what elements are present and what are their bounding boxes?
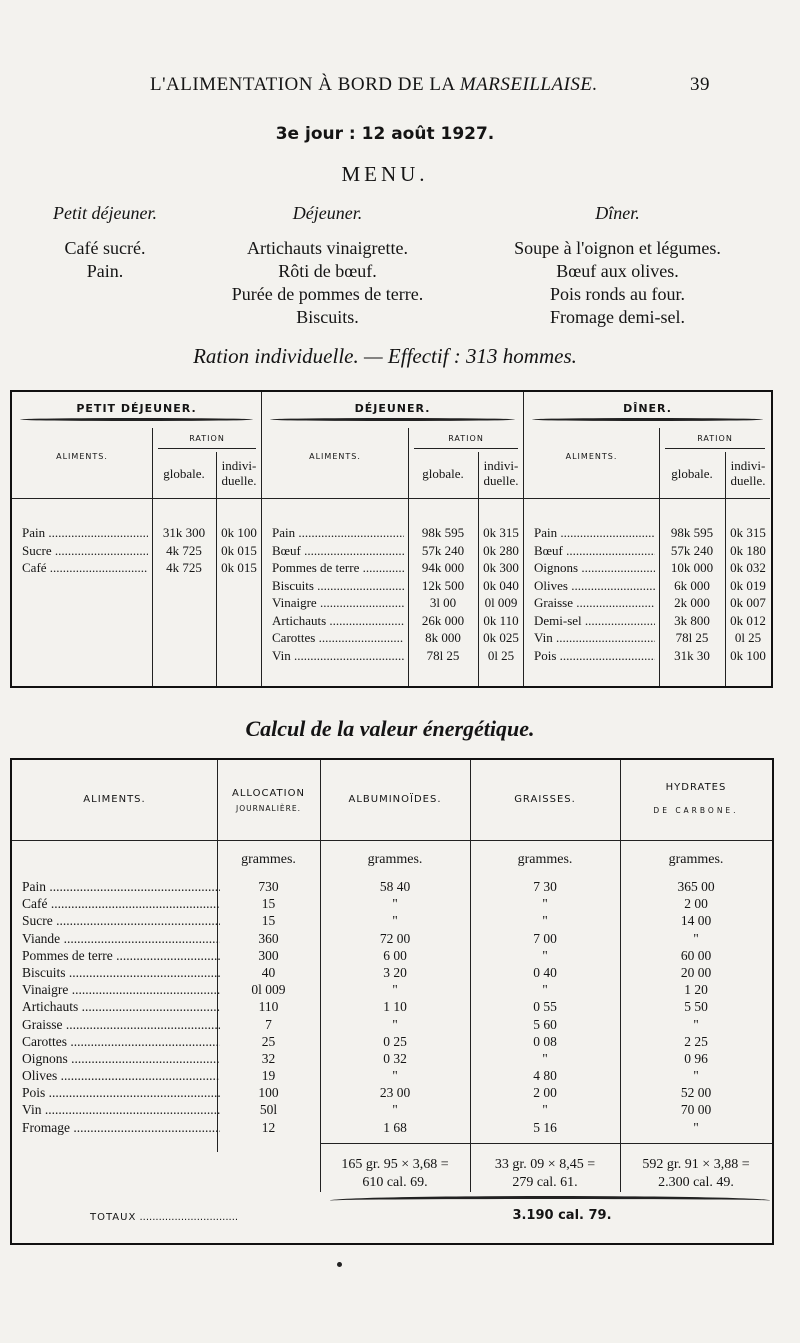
header-rule: [524, 498, 770, 499]
subtotal-line: 165 gr. 95 × 3,68 =: [341, 1157, 449, 1172]
table-row: [524, 524, 771, 542]
section-title: DÎNER.: [623, 402, 672, 415]
row-individuelle: 0k 019: [730, 577, 766, 593]
unit-label: grammes.: [517, 852, 573, 867]
grand-total: 3.190 cal. 79.: [512, 1208, 612, 1223]
table-row: [262, 594, 523, 612]
col-aliments: ALIMENTS.: [56, 452, 108, 461]
row-albuminoides: 6 00: [383, 947, 407, 963]
row-individuelle: 0k 315: [483, 525, 519, 540]
row-aliment: Vin .....: [22, 1101, 220, 1118]
ration-section: [262, 392, 524, 686]
row-globale: 57k 240: [421, 542, 465, 558]
row-graisses: 4 80: [533, 1068, 557, 1084]
row-aliment: Oignons .....: [534, 559, 655, 577]
table-row: [12, 524, 261, 542]
menu-column-diner: [475, 202, 760, 329]
row-globale: 57k 240: [670, 542, 714, 558]
row-graisses: 0 08: [533, 1033, 557, 1049]
subtotal-line: 33 gr. 09 × 8,45 =: [494, 1157, 596, 1172]
row-aliment: Carottes .....: [22, 1033, 220, 1050]
table-row: [12, 559, 261, 577]
row-graisses: 5 60: [533, 1016, 557, 1032]
table-row: [524, 542, 771, 560]
menu-item: Biscuits.: [296, 307, 359, 327]
ration-rows: [262, 524, 523, 664]
row-graisses: ": [542, 1102, 548, 1118]
table-row: [12, 1016, 772, 1033]
row-aliment: Bœuf .....: [534, 542, 655, 560]
col-globale: globale.: [422, 466, 464, 481]
row-individuelle: 0k 040: [483, 577, 519, 593]
row-aliment: Oignons .....: [22, 1050, 220, 1067]
row-aliment: Pommes de terre .....: [272, 559, 404, 577]
row-hydrates: 0 96: [684, 1050, 708, 1066]
col-ration: RATION: [448, 434, 484, 443]
row-graisses: 2 00: [533, 1085, 557, 1101]
table-row: [524, 559, 771, 577]
table-row: [524, 612, 771, 630]
row-globale: 12k 500: [421, 577, 465, 593]
menu-heading: MENU.: [341, 162, 429, 186]
subtotal-line: 279 cal. 61.: [512, 1175, 578, 1190]
ration-title: Ration individuelle. — Effectif : 313 hommes.: [193, 344, 577, 368]
row-individuelle: 0k 180: [730, 542, 766, 558]
row-allocation: 300: [258, 947, 279, 963]
table-row: [262, 559, 523, 577]
row-allocation: 25: [261, 1033, 276, 1049]
running-head-title-italic: MARSEILLAISE.: [459, 74, 598, 95]
row-individuelle: 0k 300: [483, 560, 519, 575]
header-hydrates-line1: HYDRATES: [665, 782, 727, 793]
row-aliment: Olives .....: [534, 577, 655, 595]
row-aliment: Café .....: [22, 559, 148, 577]
row-globale: 3l 00: [429, 595, 457, 610]
table-row: [262, 577, 523, 595]
row-globale: 2k 000: [674, 595, 710, 610]
table-row: [524, 577, 771, 595]
row-aliment: Pois .....: [22, 1084, 220, 1101]
row-allocation: 19: [261, 1068, 276, 1084]
row-aliment: Artichauts .....: [272, 612, 404, 630]
printer-mark: [337, 1262, 342, 1267]
row-graisses: ": [542, 913, 548, 929]
row-graisses: 5 16: [533, 1119, 557, 1135]
row-aliment: Pain .....: [22, 524, 148, 542]
row-hydrates: 5 50: [684, 999, 708, 1015]
row-aliment: Biscuits .....: [22, 964, 220, 981]
table-row: [12, 964, 772, 981]
unit-label: grammes.: [367, 852, 423, 867]
row-allocation: 15: [261, 896, 276, 912]
meal-title: Déjeuner.: [292, 203, 363, 223]
menu-item: Rôti de bœuf.: [278, 261, 377, 281]
table-row: [12, 998, 772, 1015]
row-albuminoides: ": [392, 896, 398, 912]
row-allocation: 360: [258, 930, 279, 946]
section-rule: [270, 418, 515, 421]
subtotal-line: 2.300 cal. 49.: [658, 1175, 734, 1190]
col-individuelle: indivi-duelle.: [483, 458, 519, 488]
row-graisses: ": [542, 982, 548, 998]
row-graisses: 0 40: [533, 964, 557, 980]
row-aliment: Vinaigre .....: [272, 594, 404, 612]
row-individuelle: 0k 100: [730, 647, 766, 663]
row-allocation: 50l: [259, 1102, 278, 1118]
row-aliment: Demi-sel .....: [534, 612, 655, 630]
menu-item: Pain.: [86, 261, 124, 281]
energy-rows: [12, 878, 772, 1136]
table-row: [12, 912, 772, 929]
unit-label: grammes.: [668, 852, 724, 867]
row-globale: 8k 000: [425, 630, 461, 645]
col-individuelle: indivi-duelle.: [730, 458, 766, 488]
row-graisses: ": [542, 947, 548, 963]
row-albuminoides: ": [392, 1068, 398, 1084]
subtotal-hydrates: [620, 1156, 772, 1192]
menu-item: Pois ronds au four.: [550, 284, 685, 304]
row-aliment: Pain .....: [22, 878, 220, 895]
ration-rule: [158, 448, 256, 449]
row-globale: 31k 30: [674, 647, 710, 663]
row-individuelle: 0k 015: [221, 542, 257, 558]
table-row: [12, 1067, 772, 1084]
subtotal-graisses: [470, 1156, 620, 1192]
col-aliments: ALIMENTS.: [309, 452, 361, 461]
row-albuminoides: ": [392, 913, 398, 929]
row-albuminoides: 1 68: [383, 1119, 407, 1135]
row-allocation: 110: [258, 999, 279, 1015]
row-aliment: Sucre .....: [22, 542, 148, 560]
row-aliment: Bœuf .....: [272, 542, 404, 560]
row-globale: 26k 000: [421, 612, 465, 628]
row-individuelle: 0k 100: [221, 525, 257, 540]
menu-item: Soupe à l'oignon et légumes.: [514, 238, 721, 258]
row-graisses: 7 30: [533, 879, 557, 894]
ration-rule: [665, 448, 765, 449]
row-aliment: Sucre .....: [22, 912, 220, 929]
ration-rows: [12, 524, 261, 577]
row-individuelle: 0k 280: [483, 542, 519, 558]
table-row: [12, 981, 772, 998]
subtotal-line: 592 gr. 91 × 3,88 =: [642, 1157, 750, 1172]
energy-title: Calcul de la valeur énergétique.: [245, 716, 535, 741]
row-individuelle: 0k 007: [730, 595, 766, 610]
row-allocation: 0l 009: [251, 982, 286, 998]
row-globale: 98k 595: [670, 525, 714, 540]
row-globale: 31k 300: [162, 525, 206, 540]
row-hydrates: ": [693, 1119, 699, 1135]
table-row: [12, 878, 772, 895]
row-hydrates: ": [693, 930, 699, 946]
row-aliment: Café .....: [22, 895, 220, 912]
menu-column-petit-dejeuner: [20, 202, 190, 283]
subtotal-line: 610 cal. 69.: [362, 1175, 428, 1190]
row-graisses: ": [542, 1050, 548, 1066]
col-ration: RATION: [697, 434, 733, 443]
total-brace: [330, 1196, 770, 1205]
row-aliment: Fromage .....: [22, 1119, 220, 1136]
running-head-title: [150, 74, 598, 96]
energy-table: [10, 758, 774, 1245]
col-individuelle: indivi-duelle.: [221, 458, 257, 488]
header-rule: [262, 498, 523, 499]
header-rule: [217, 840, 772, 841]
table-row: [262, 612, 523, 630]
row-graisses: 7 00: [533, 930, 557, 946]
row-albuminoides: ": [392, 982, 398, 998]
ration-rule: [414, 448, 518, 449]
row-individuelle: 0k 110: [483, 612, 519, 628]
row-individuelle: 0l 25: [734, 630, 762, 645]
row-aliment: Graisse .....: [534, 594, 655, 612]
row-albuminoides: 0 32: [383, 1050, 407, 1066]
menu-item: Bœuf aux olives.: [556, 261, 679, 281]
row-globale: 78l 25: [675, 630, 709, 645]
row-aliment: Vinaigre .....: [22, 981, 220, 998]
col-ration: RATION: [189, 434, 225, 443]
row-hydrates: ": [693, 1016, 699, 1032]
running-head-title-plain: L'ALIMENTATION À BORD DE LA: [150, 74, 460, 95]
row-hydrates: ": [693, 1068, 699, 1084]
ration-section: [524, 392, 771, 686]
row-albuminoides: 0 25: [383, 1033, 407, 1049]
row-individuelle: 0k 012: [730, 612, 766, 628]
row-aliment: Artichauts .....: [22, 998, 220, 1015]
row-globale: 78l 25: [426, 647, 460, 663]
row-allocation: 32: [261, 1050, 276, 1066]
table-row: [12, 930, 772, 947]
row-allocation: 730: [258, 879, 279, 894]
day-heading: 3e jour : 12 août 1927.: [275, 124, 495, 144]
header-allocation-line1: ALLOCATION: [232, 788, 305, 799]
row-globale: 4k 725: [166, 542, 202, 558]
row-hydrates: 1 20: [684, 982, 708, 998]
col-aliments: ALIMENTS.: [565, 452, 618, 461]
row-hydrates: 20 00: [680, 964, 712, 980]
header-aliments: ALIMENTS.: [83, 794, 146, 805]
col-globale: globale.: [671, 466, 713, 481]
row-individuelle: 0l 009: [484, 595, 518, 610]
row-globale: 6k 000: [674, 577, 710, 593]
table-row: [524, 647, 771, 665]
menu-item: Café sucré.: [64, 238, 146, 258]
section-title: DÉJEUNER.: [354, 402, 431, 415]
row-hydrates: 52 00: [680, 1085, 712, 1101]
menu-item: Fromage demi-sel.: [550, 307, 685, 327]
table-row: [12, 542, 261, 560]
menu-column-dejeuner: [200, 202, 455, 329]
row-aliment: Pain .....: [272, 524, 404, 542]
row-aliment: Olives .....: [22, 1067, 220, 1084]
row-albuminoides: ": [392, 1016, 398, 1032]
row-graisses: 0 55: [533, 999, 557, 1015]
row-globale: 3k 800: [674, 612, 710, 628]
row-hydrates: 70 00: [680, 1102, 712, 1118]
table-row: [12, 1119, 772, 1136]
meal-title: Dîner.: [595, 203, 640, 223]
header-allocation-line2: JOURNALIÈRE.: [235, 804, 302, 813]
table-row: [12, 1101, 772, 1118]
header-rule: [12, 498, 261, 499]
row-aliment: Pois .....: [534, 647, 655, 665]
row-aliment: Pain .....: [534, 524, 655, 542]
table-row: [12, 947, 772, 964]
row-hydrates: 60 00: [680, 947, 712, 963]
row-aliment: Graisse .....: [22, 1016, 220, 1033]
table-row: [262, 524, 523, 542]
header-rule: [12, 840, 217, 841]
row-individuelle: 0l 25: [487, 647, 515, 663]
ration-section: [12, 392, 262, 686]
row-albuminoides: ": [392, 1102, 398, 1118]
row-albuminoides: 72 00: [379, 930, 411, 946]
row-allocation: 40: [261, 964, 276, 980]
row-graisses: ": [542, 896, 548, 912]
page-number: 39: [690, 74, 710, 95]
unit-label: grammes.: [241, 852, 296, 867]
row-globale: 4k 725: [166, 560, 202, 575]
subtotal-rule: [320, 1143, 772, 1144]
row-globale: 98k 595: [421, 525, 465, 540]
menu-item: Purée de pommes de terre.: [231, 284, 424, 304]
section-rule: [20, 418, 253, 421]
row-aliment: Pommes de terre .....: [22, 947, 220, 964]
row-globale: 94k 000: [421, 560, 465, 575]
col-globale: globale.: [163, 466, 205, 481]
table-row: [262, 629, 523, 647]
ration-rows: [524, 524, 771, 664]
row-hydrates: 2 25: [684, 1033, 708, 1049]
row-aliment: Viande .....: [22, 930, 220, 947]
row-aliment: Vin .....: [534, 629, 655, 647]
header-albuminoides: ALBUMINOÏDES.: [348, 794, 442, 805]
table-row: [524, 594, 771, 612]
table-row: [262, 647, 523, 665]
row-hydrates: 365 00: [677, 879, 715, 894]
row-hydrates: 2 00: [684, 896, 708, 912]
header-graisses: GRAISSES.: [514, 794, 576, 805]
row-individuelle: 0k 015: [221, 560, 257, 575]
row-allocation: 12: [261, 1119, 276, 1135]
ration-table: [10, 390, 773, 688]
row-hydrates: 14 00: [680, 913, 712, 929]
table-row: [12, 1084, 772, 1101]
row-albuminoides: 58 40: [379, 879, 411, 894]
row-aliment: Biscuits .....: [272, 577, 404, 595]
menu-item: Artichauts vinaigrette.: [247, 238, 408, 258]
table-row: [12, 1050, 772, 1067]
row-allocation: 7: [265, 1016, 272, 1032]
table-row: [12, 895, 772, 912]
header-hydrates: [620, 780, 772, 818]
row-aliment: Carottes .....: [272, 629, 404, 647]
row-albuminoides: 3 20: [383, 964, 407, 980]
section-title: PETIT DÉJEUNER.: [76, 402, 197, 415]
subtotal-albuminoides: [320, 1156, 470, 1192]
meal-title: Petit déjeuner.: [53, 203, 157, 223]
header-hydrates-line2: DE CARBONE.: [653, 806, 739, 815]
row-individuelle: 0k 025: [483, 630, 519, 645]
row-albuminoides: 23 00: [379, 1085, 411, 1101]
section-rule: [532, 418, 763, 421]
row-globale: 10k 000: [670, 560, 714, 575]
row-individuelle: 0k 315: [730, 525, 766, 540]
header-allocation: [217, 786, 320, 816]
totaux-label: TOTAUX .....: [90, 1212, 238, 1223]
row-allocation: 15: [261, 913, 276, 929]
row-individuelle: 0k 032: [730, 560, 766, 575]
table-row: [262, 542, 523, 560]
table-row: [12, 1033, 772, 1050]
row-albuminoides: 1 10: [383, 999, 407, 1015]
row-allocation: 100: [258, 1085, 279, 1101]
table-row: [524, 629, 771, 647]
row-aliment: Vin .....: [272, 647, 404, 665]
